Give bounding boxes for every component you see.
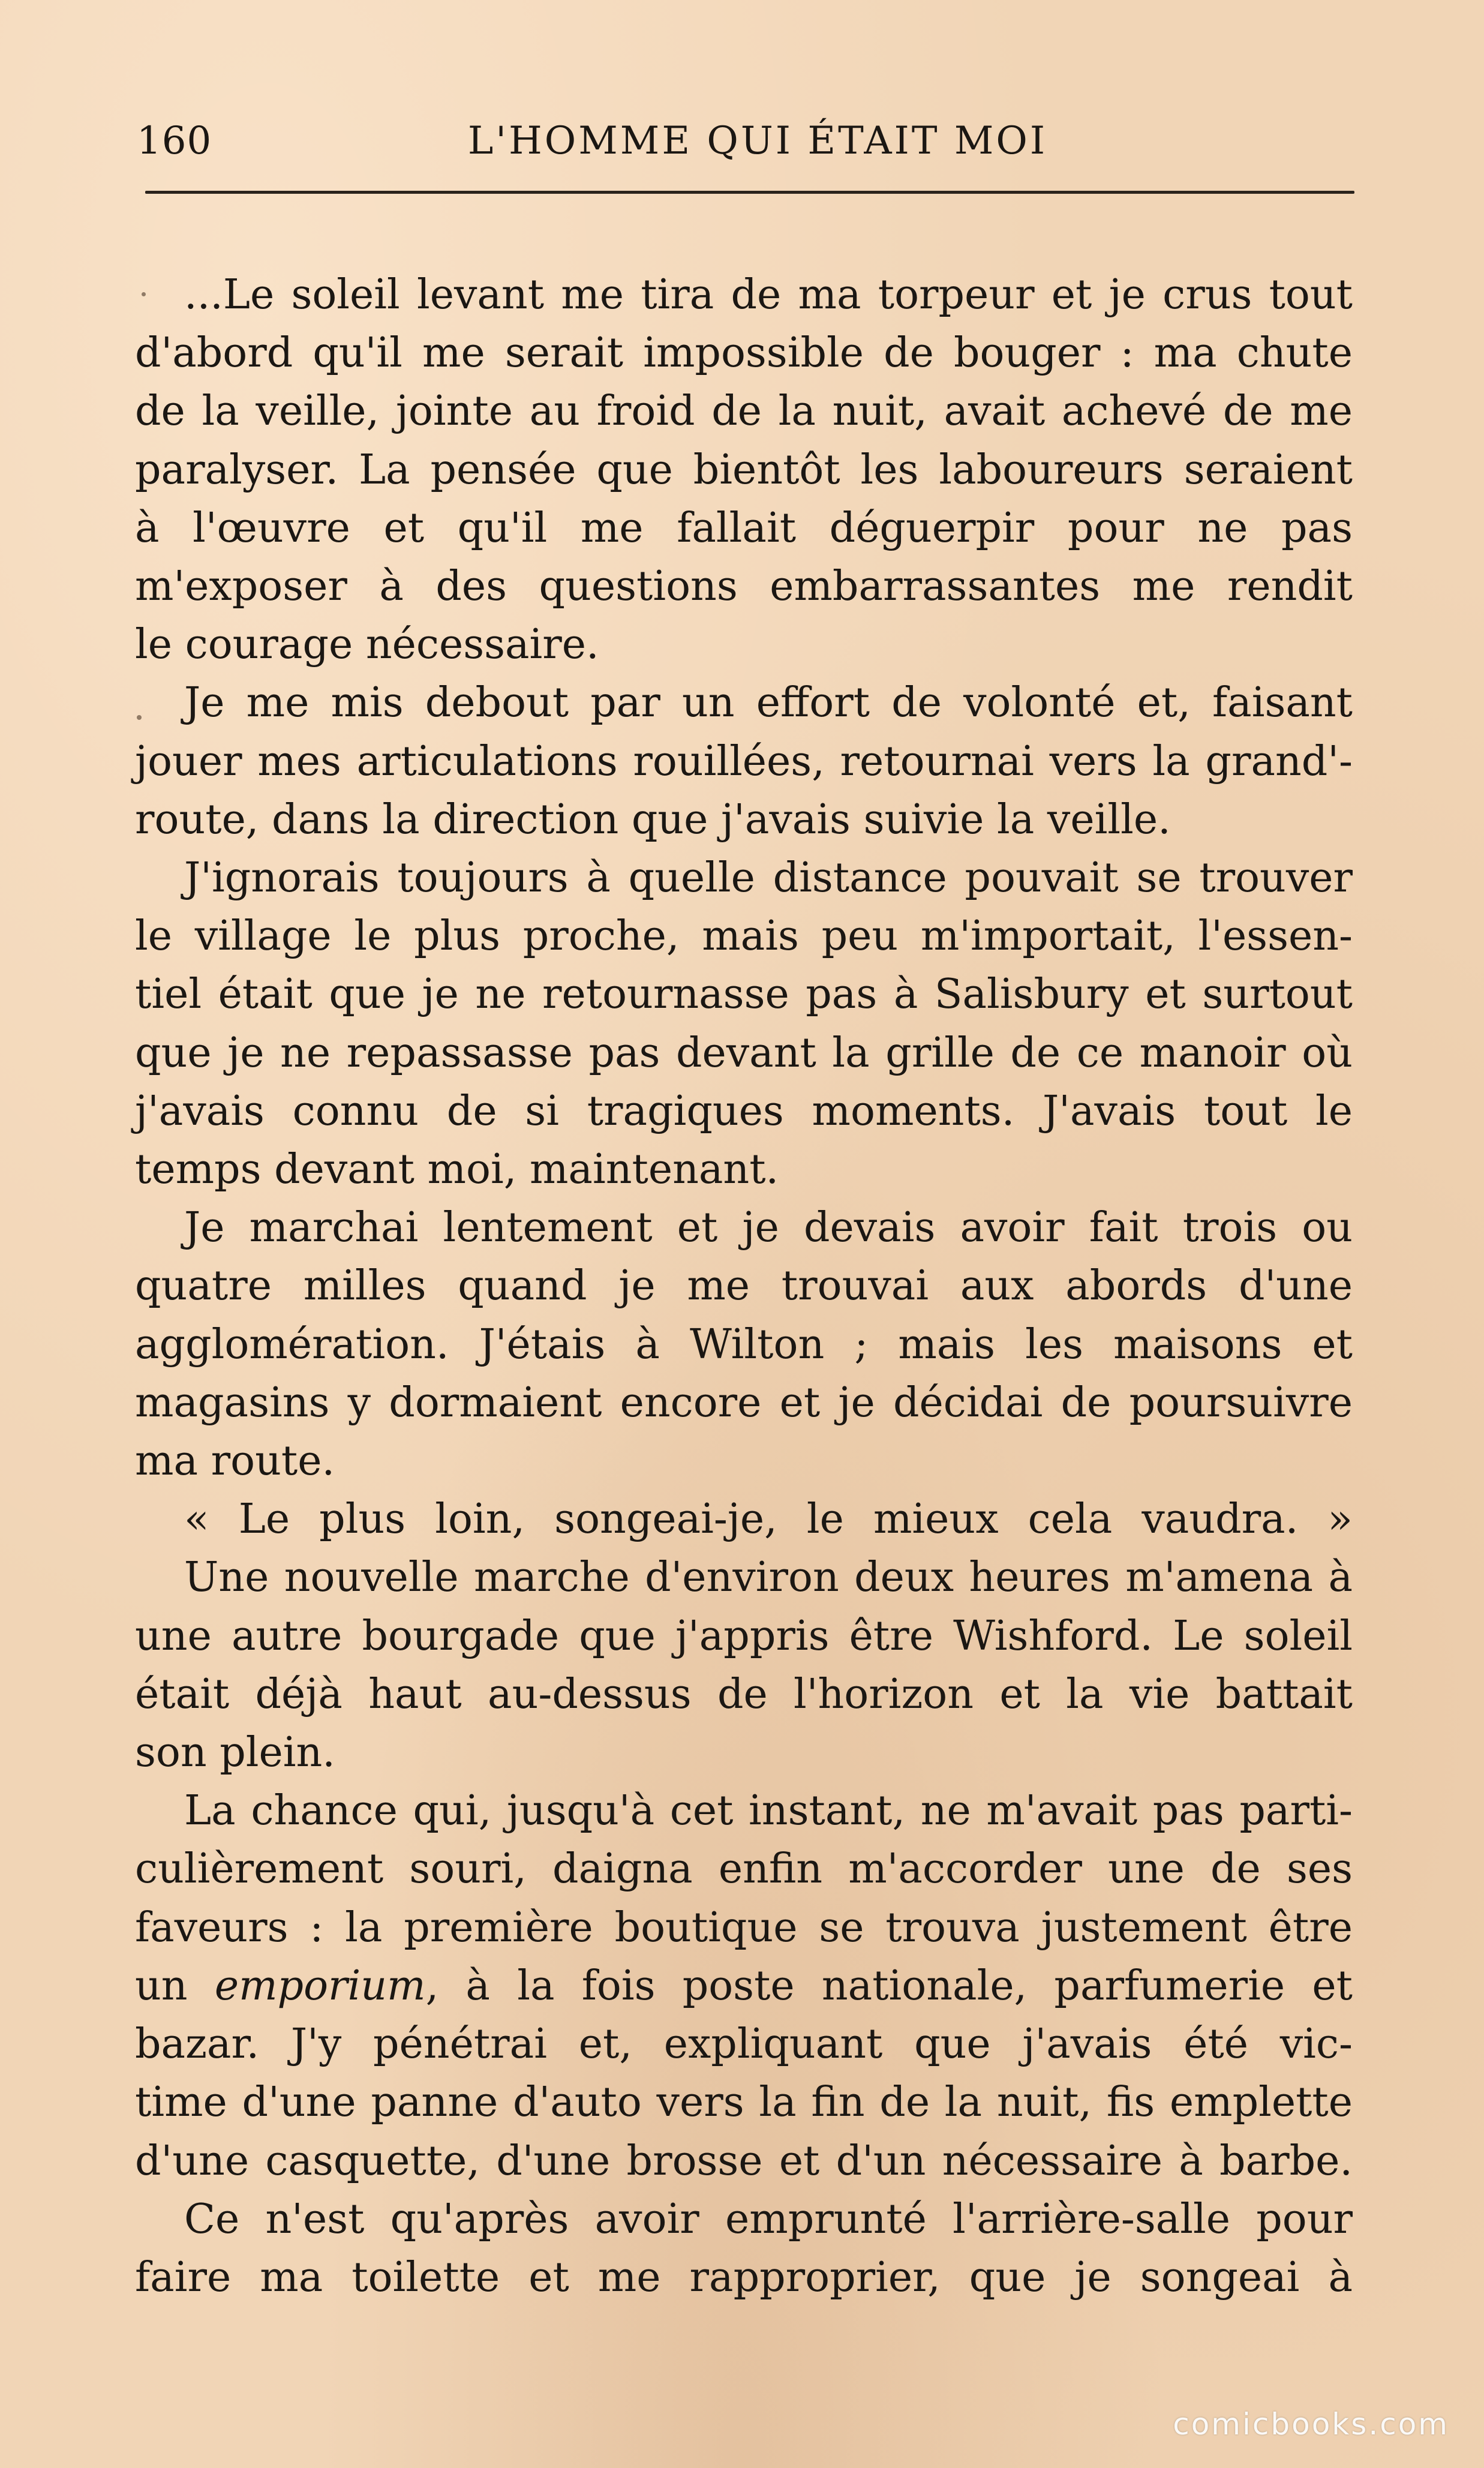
italic-word: emporium (214, 1962, 426, 2010)
text-line: magasins y dormaient encore et je décidai de poursuivre (135, 1379, 1353, 1427)
text-line: d'une casquette, d'une brosse et d'un nécessaire à barbe. (135, 2137, 1353, 2185)
text-fragment: un (135, 1962, 215, 2010)
watermark: comicbooks.com (1173, 2407, 1449, 2442)
text-line: route, dans la direction que j'avais suivie la veille. (135, 795, 1171, 843)
body-text (135, 266, 1353, 2307)
running-title: L'HOMME QUI ÉTAIT MOI (467, 119, 1048, 163)
text-line: ma route. (135, 1437, 335, 1485)
text-line: Ce n'est qu'après avoir emprunté l'arrière-salle pour (184, 2195, 1353, 2243)
text-line: à l'œuvre et qu'il me fallait déguerpir pour ne pas (135, 504, 1353, 552)
paragraph (135, 674, 1353, 849)
text-line: bazar. J'y pénétrai et, expliquant que j'avais été vic- (135, 2020, 1353, 2068)
paragraph (135, 1490, 1353, 1548)
text-line: tiel était que je ne retournasse pas à Salisbury et surtout (135, 971, 1353, 1019)
text-line: time d'une panne d'auto vers la fin de la nuit, fis emplette (135, 2079, 1353, 2127)
text-line: agglomération. J'étais à Wilton ; mais les maisons et (135, 1320, 1353, 1368)
text-line: son plein. (135, 1729, 335, 1777)
text-line: J'ignorais toujours à quelle distance pouvait se trouver (184, 854, 1353, 902)
page-number: 160 (137, 119, 212, 163)
paragraph (135, 849, 1353, 1199)
paragraph (135, 266, 1353, 674)
text-line: une autre bourgade que j'appris être Wishford. Le soleil (135, 1612, 1353, 1660)
text-line: d'abord qu'il me serait impossible de bouger : ma chute (135, 329, 1353, 377)
text-line: le courage nécessaire. (135, 621, 599, 669)
paper-speck (137, 715, 142, 720)
text-line: j'avais connu de si tragiques moments. J'avais tout le (135, 1087, 1353, 1135)
text-line: Une nouvelle marche d'environ deux heures m'amena à (184, 1554, 1353, 1602)
text-line: Je me mis debout par un effort de volonté et, faisant (184, 679, 1353, 727)
text-line: m'exposer à des questions embarrassantes me rendit (135, 563, 1353, 611)
text-line: quatre milles quand je me trouvai aux abords d'une (135, 1262, 1353, 1310)
text-line: faveurs : la première boutique se trouva justement être (135, 1903, 1353, 1951)
text-line: était déjà haut au-dessus de l'horizon et la vie battait (135, 1670, 1353, 1718)
text-line: La chance qui, jusqu'à cet instant, ne m'avait pas parti- (184, 1787, 1353, 1835)
running-header (137, 114, 1354, 168)
header-rule (145, 191, 1354, 194)
text-line: que je ne repassasse pas devant la grille de ce manoir où (135, 1029, 1353, 1077)
text-line: paralyser. La pensée que bientôt les laboureurs seraient (135, 446, 1353, 494)
text-line: faire ma toilette et me rapproprier, que je songeai à (135, 2253, 1353, 2301)
paper-speck (142, 292, 146, 296)
text-fragment: , à la fois poste nationale, parfumerie et (425, 1962, 1353, 2010)
text-line: jouer mes articulations rouillées, retournai vers la grand'- (135, 737, 1353, 785)
paragraph (135, 2190, 1353, 2307)
paragraph (135, 1199, 1353, 1490)
text-line: de la veille, jointe au froid de la nuit, avait achevé de me (135, 388, 1353, 436)
text-line: « Le plus loin, songeai-je, le mieux cela vaudra. » (184, 1496, 1353, 1544)
text-line (135, 1957, 1353, 2015)
text-line: Je marchai lentement et je devais avoir fait trois ou (184, 1204, 1353, 1252)
text-line: ...Le soleil levant me tira de ma torpeur et je crus tout (184, 271, 1353, 319)
paragraph (135, 1548, 1353, 1782)
paragraph (135, 1782, 1353, 2190)
text-line: le village le plus proche, mais peu m'importait, l'essen- (135, 912, 1353, 960)
text-line: temps devant moi, maintenant. (135, 1146, 779, 1194)
text-line: culièrement souri, daigna enfin m'accorder une de ses (135, 1845, 1353, 1893)
